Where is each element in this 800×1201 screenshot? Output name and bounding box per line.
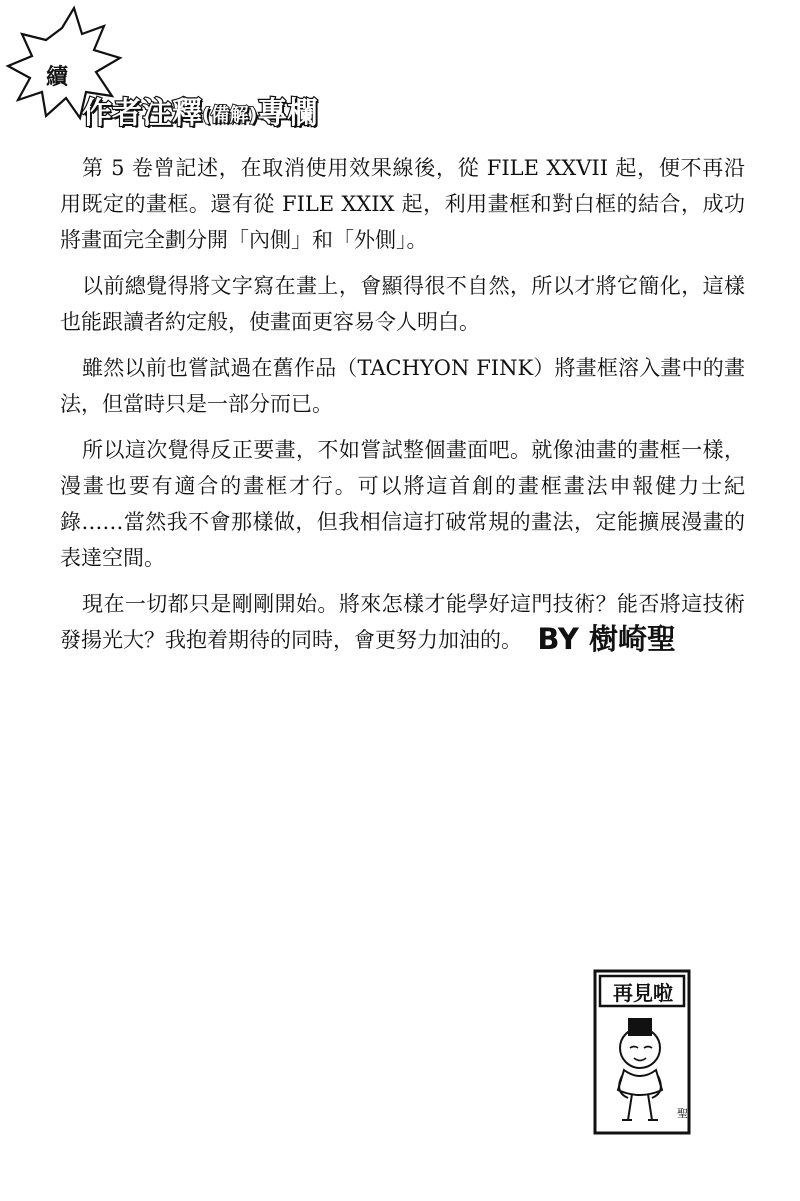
title-sub: (備解) [202, 104, 258, 126]
author-signature: BY 樹崎聖 [537, 622, 676, 656]
paragraph-2: 以前總覺得將文字寫在畫上，會顯得很不自然，所以才將它簡化，這樣也能跟讀者約定般，使畫面更容易令人明白。 [60, 274, 745, 334]
continued-label: 續 [46, 64, 69, 90]
paragraph-4: 所以這次覺得反正要畫，不如嘗試整個畫面吧。就像油畫的畫框一樣，漫畫也要有適合的畫框才行。可以將這首創的畫框畫法申報健力士紀錄……當然我不會那樣做，但我相信這打破常規的畫法，定能擴展漫畫的表達空間。 [60, 438, 745, 570]
farewell-illustration [592, 968, 692, 1136]
title-end: 專欄 [257, 96, 318, 131]
artist-stamp: 聖 [677, 1107, 688, 1120]
article-body [60, 150, 745, 668]
column-header [0, 0, 800, 150]
paragraph-1: 第 5 卷曾記述，在取消使用效果線後，從 FILE XXVII 起，便不再沿用既定的畫框。還有從 FILE XXIX 起，利用畫框和對白框的結合，成功將畫面完全劃分開「內側」和「外側」。 [60, 156, 745, 252]
paragraph-3: 雖然以前也嘗試過在舊作品（TACHYON FINK）將畫框溶入畫中的畫法，但當時只是一部分而已。 [60, 356, 745, 416]
page-title [82, 88, 317, 132]
paragraph-5: 現在一切都只是剛剛開始。將來怎樣才能學好這門技術？能否將這技術發揚光大？我抱着期待的同時，會更努力加油的。 [60, 592, 745, 652]
title-main: 作者注釋 [82, 96, 202, 131]
farewell-label: 再見啦 [613, 981, 673, 1005]
